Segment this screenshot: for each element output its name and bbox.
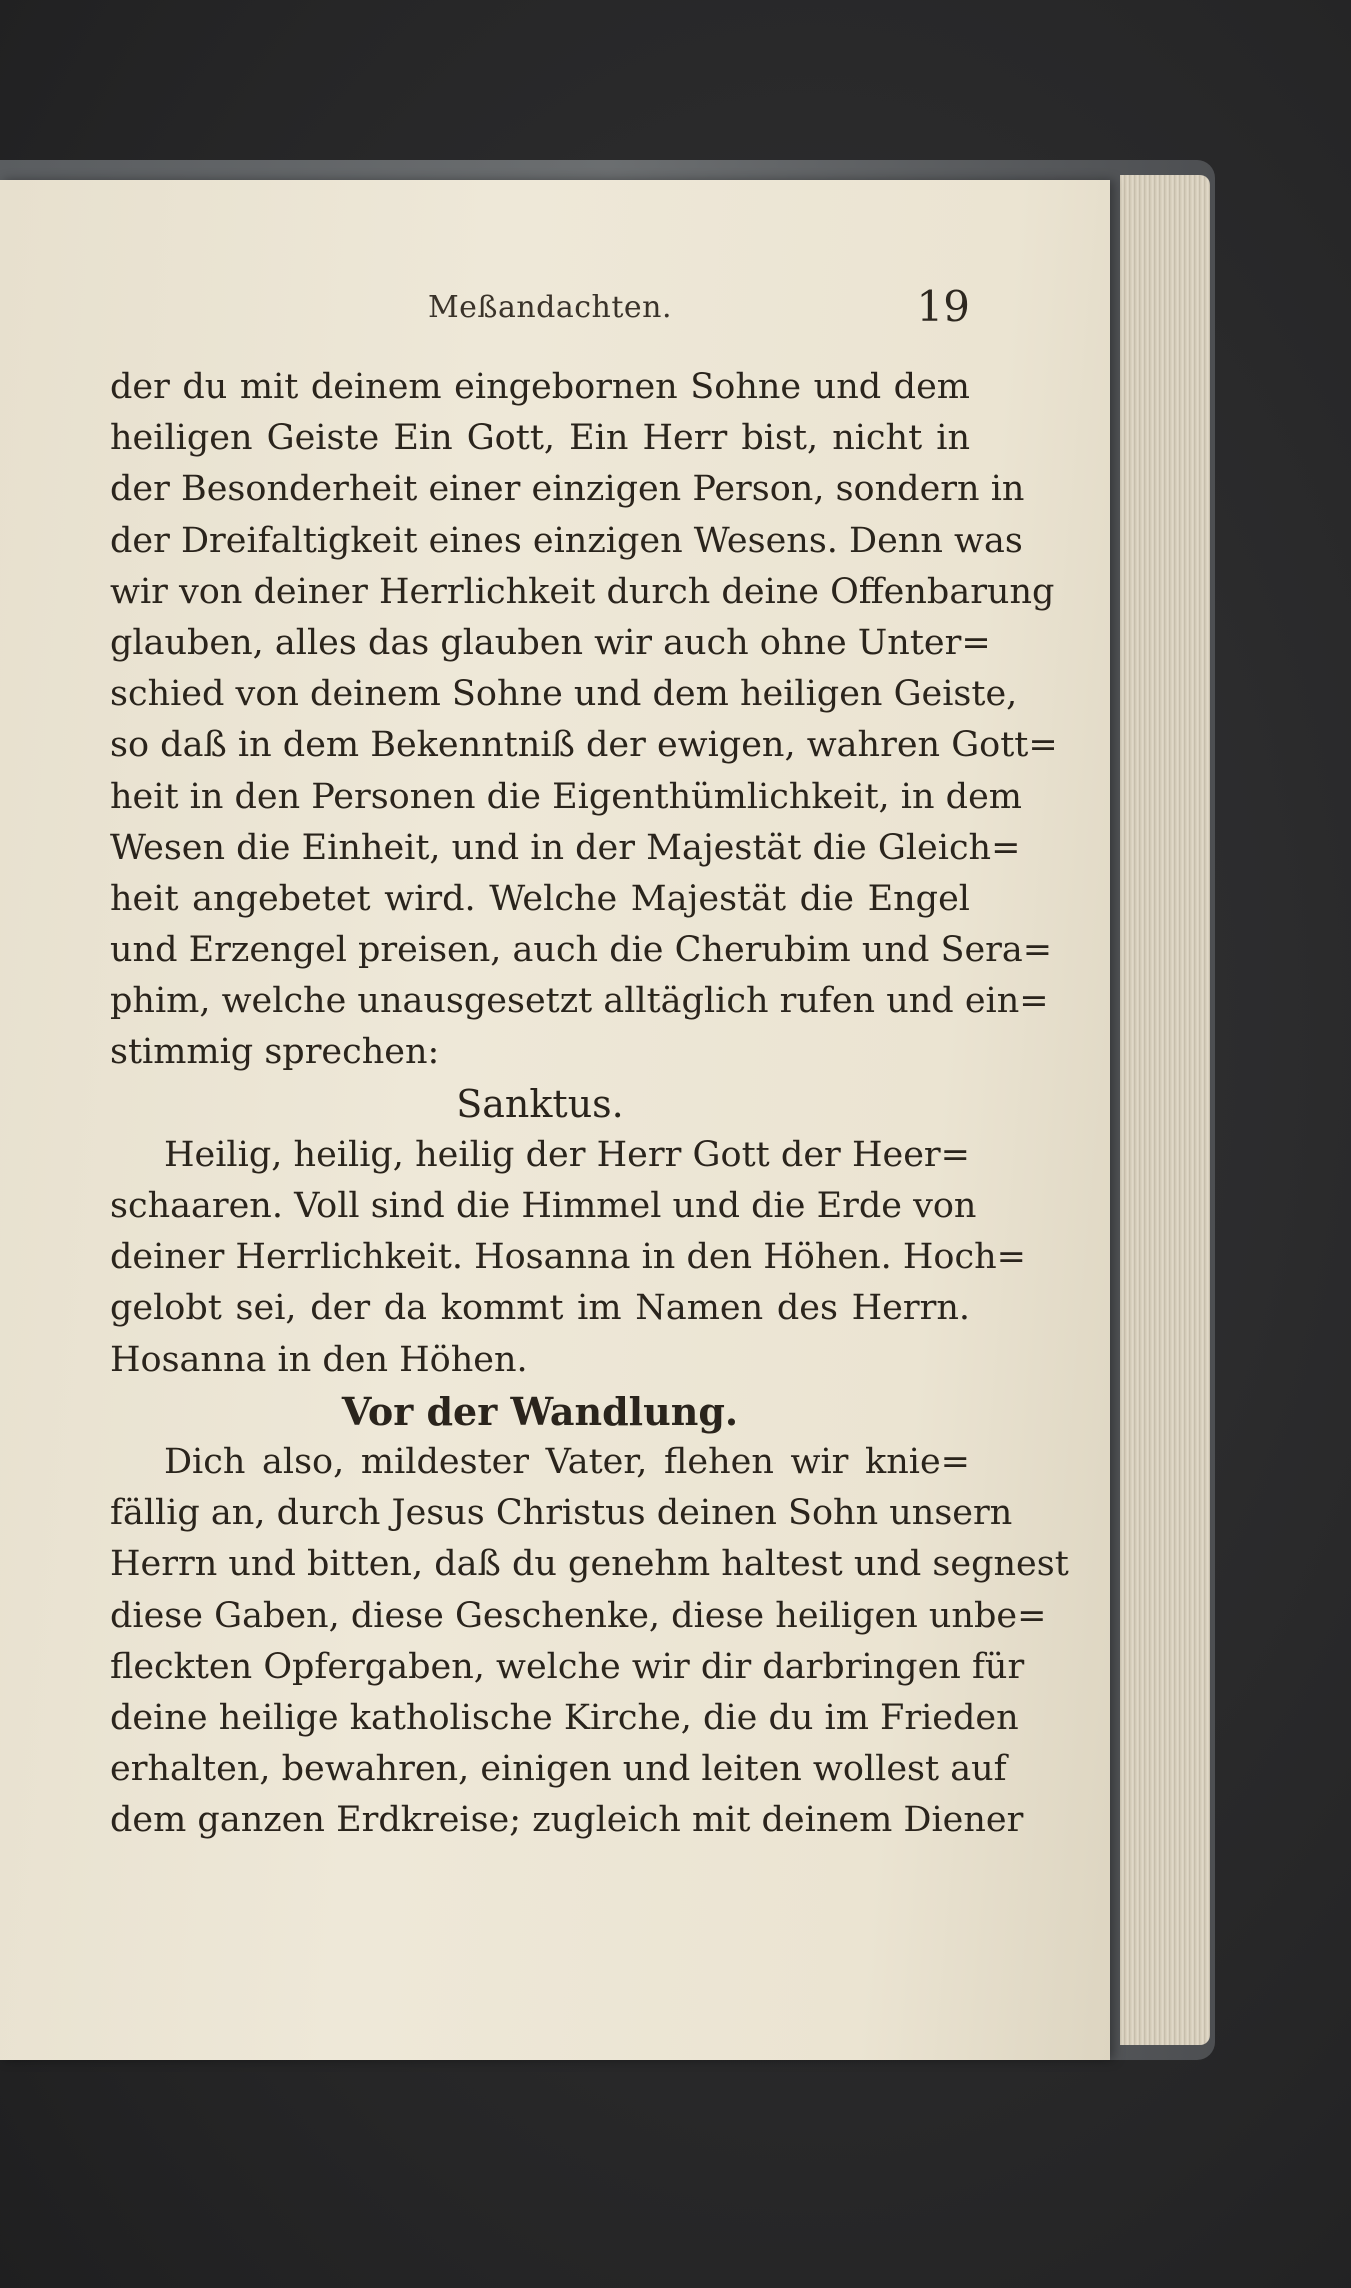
text-line: fällig an, durch Jesus Christus deinen Sohn unsern: [110, 1493, 1013, 1534]
text-line: heit in den Personen die Eigenthümlichkeit, in dem: [110, 776, 1022, 817]
text-line: stimmig sprechen:: [110, 1032, 440, 1073]
text-line: diese Gaben, diese Geschenke, diese heiligen unbe=: [110, 1595, 1047, 1636]
text-line: schaaren. Voll sind die Himmel und die Erde von: [110, 1186, 977, 1226]
paragraph-2: [110, 1130, 1026, 1386]
text-line: Dich also, mildester Vater, flehen wir knie=: [164, 1441, 970, 1482]
section-heading-sanktus: Sanktus.: [456, 1081, 624, 1126]
page-header: [0, 282, 1110, 350]
section-heading-wandlung: Vor der Wandlung.: [341, 1388, 739, 1434]
text-line: Hosanna in den Höhen.: [110, 1339, 528, 1380]
text-line: dem ganzen Erdkreise; zugleich mit deinem Diener: [110, 1800, 1024, 1841]
paragraph-1: [110, 362, 1058, 1079]
text-line: Herrn und bitten, daß du genehm haltest und segnest: [110, 1544, 1069, 1585]
text-line: so daß in dem Bekenntniß der ewigen, wahren Gott=: [110, 725, 1058, 766]
paragraph-3: [110, 1437, 1069, 1847]
running-head: Meßandachten.: [427, 290, 673, 325]
text-line: heit angebetet wird. Welche Majestät die Engel: [110, 878, 970, 919]
text-line: wir von deiner Herrlichkeit durch deine Offenbarung: [110, 571, 1055, 612]
page-edges: [1120, 175, 1210, 2045]
text-line: fleckten Opfergaben, welche wir dir darbringen für: [110, 1646, 1025, 1687]
text-line: gelobt sei, der da kommt im Namen des Herrn.: [110, 1288, 970, 1329]
page-number: 19: [916, 282, 970, 331]
text-line: erhalten, bewahren, einigen und leiten wollest auf: [110, 1749, 1007, 1790]
text-line: und Erzengel preisen, auch die Cherubim und Sera=: [110, 930, 1053, 971]
text-line: deiner Herrlichkeit. Hosanna in den Höhen. Hoch=: [110, 1237, 1026, 1278]
text-line: heiligen Geiste Ein Gott, Ein Herr bist, nicht in: [110, 418, 970, 459]
text-line: schied von deinem Sohne und dem heiligen Geiste,: [110, 674, 1018, 715]
text-block: [110, 362, 1069, 1846]
text-line: glauben, alles das glauben wir auch ohne Unter=: [110, 622, 991, 663]
text-line: der du mit deinem eingebornen Sohne und dem: [110, 367, 970, 407]
text-line: deine heilige katholische Kirche, die du im Frieden: [110, 1697, 1019, 1738]
text-line: der Dreifaltigkeit eines einzigen Wesens. Denn was: [110, 520, 1023, 561]
text-line: Heilig, heilig, heilig der Herr Gott der Heer=: [164, 1134, 970, 1175]
text-line: Wesen die Einheit, und in der Majestät die Gleich=: [110, 827, 1021, 868]
text-line: phim, welche unausgesetzt alltäglich rufen und ein=: [110, 981, 1049, 1022]
text-line: der Besonderheit einer einzigen Person, sondern in: [110, 469, 1025, 510]
